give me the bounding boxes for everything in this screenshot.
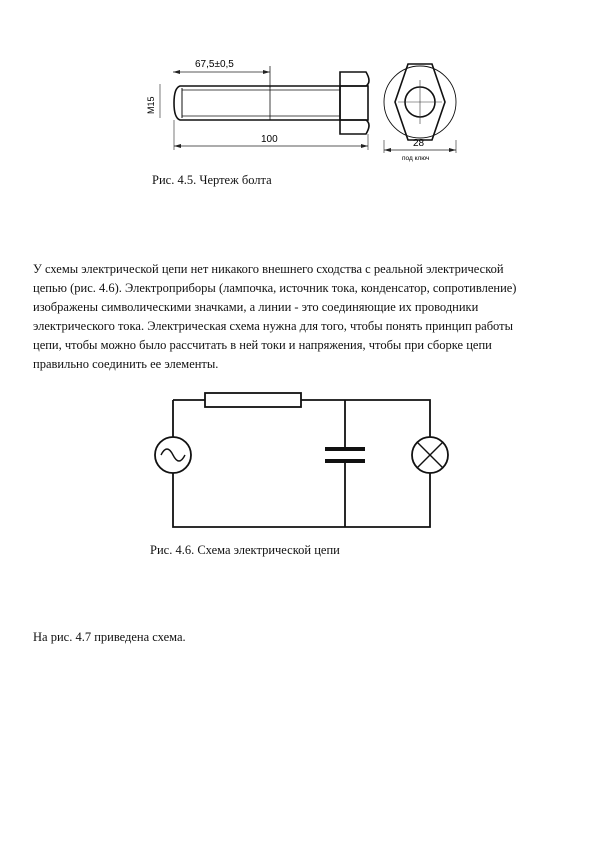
ac-source-symbol xyxy=(155,437,191,473)
capacitor-symbol xyxy=(325,449,365,461)
dim-key-note: под ключ xyxy=(402,155,430,162)
paragraph-line: У схемы электрической цепи нет никакого внешнего сходства с реальной электрической xyxy=(33,262,504,276)
dim-thread-length: 67,5±0,5 xyxy=(195,59,234,70)
paragraph-line: цепью (рис. 4.6). Электроприборы (лампочка, источник тока, конденсатор, сопротивление) xyxy=(33,281,517,295)
figure-caption-4-5: Рис. 4.5. Чертеж болта xyxy=(152,173,272,187)
dim-total-length: 100 xyxy=(261,134,278,145)
body-paragraph xyxy=(33,260,516,374)
dim-key-size: 28 xyxy=(413,138,425,149)
lamp-symbol xyxy=(412,437,448,473)
paragraph-line: электрического тока. Электрическая схема нужна для того, чтобы понять принцип работы xyxy=(33,319,514,333)
paragraph-line: цепи, чтобы можно было рассчитать в ней токи и напряжения, чтобы при сборке цепи xyxy=(33,338,492,352)
resistor-symbol xyxy=(205,393,301,407)
figure-caption-4-6: Рис. 4.6. Схема электрической цепи xyxy=(150,543,340,557)
dim-thread-size: M15 xyxy=(146,96,156,114)
footer-text: На рис. 4.7 приведена схема. xyxy=(33,630,186,644)
circuit-diagram xyxy=(145,385,455,535)
paragraph-line: правильно соединить ее элементы. xyxy=(33,357,219,371)
paragraph-line: изображены символическими значками, а линии - это соединяющие их проводники xyxy=(33,300,479,314)
bolt-drawing xyxy=(140,50,470,165)
